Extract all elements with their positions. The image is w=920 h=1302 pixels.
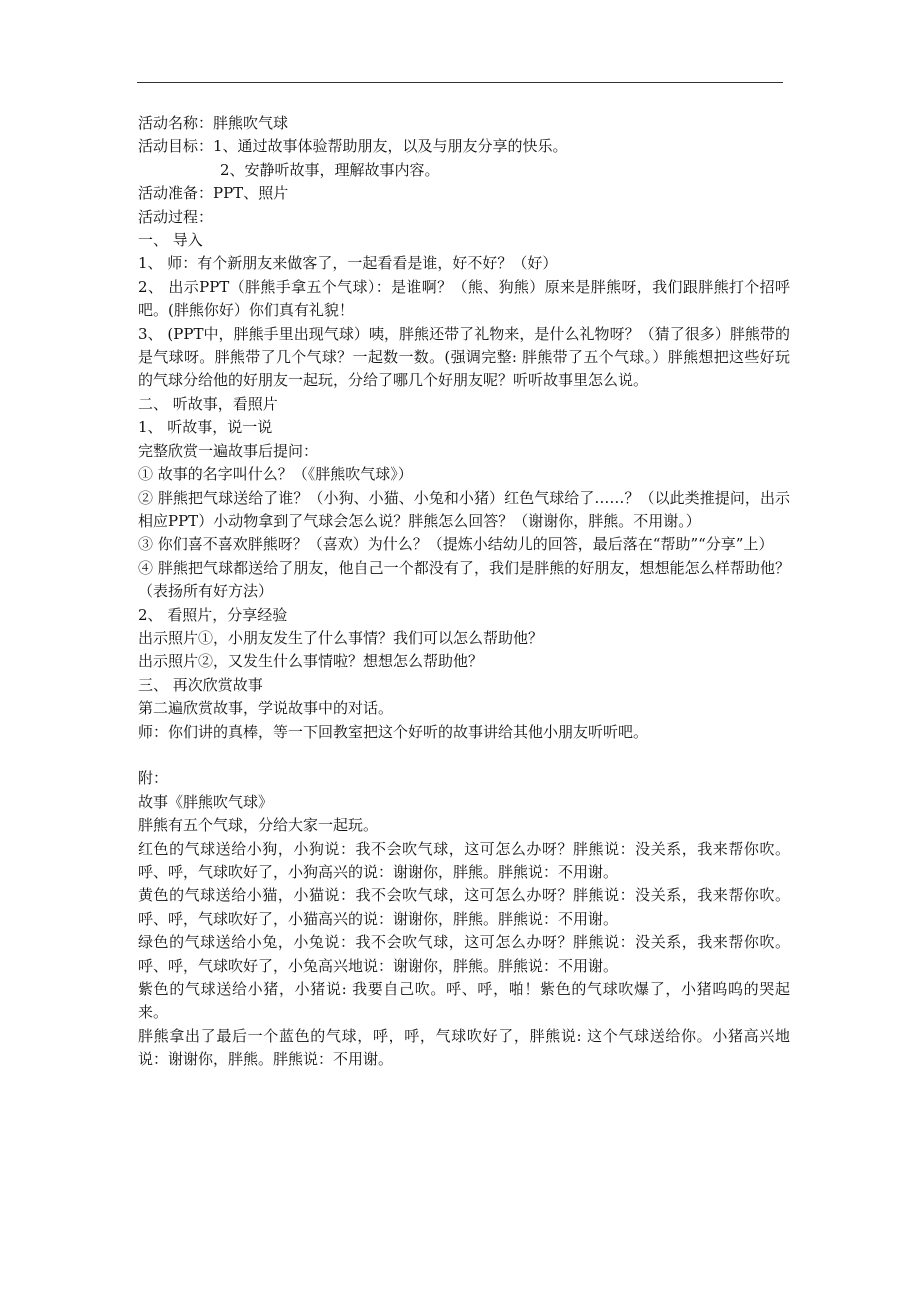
question-3: ③ 你们喜不喜欢胖熊呀？（喜欢）为什么？（提炼小结幼儿的回答，最后落在“帮助”“分享”上） (138, 535, 774, 554)
activity-name: 活动名称：胖熊吹气球 (138, 114, 289, 132)
story-paragraph-6: 胖熊拿出了最后一个蓝色的气球，呼，呼，气球吹好了，胖熊说: 这个气球送给你。小猪高兴地说：谢谢你，胖熊。胖熊说：不用谢。 (138, 1026, 790, 1069)
section-2-sub-2: 2、 看照片，分享经验 (138, 605, 288, 624)
section-1-item-2: 2、 出示PPT（胖熊手拿五个气球）：是谁啊？（熊、狗熊）原来是胖熊呀，我们跟胖熊打个招呼吧。(胖熊你好）你们真有礼貌！ (138, 277, 790, 320)
story-paragraph-4: 绿色的气球送给小兔，小兔说：我不会吹气球，这可怎么办呀？胖熊说：没关系，我来帮你吹。呼、呼，气球吹好了，小兔高兴地说：谢谢你，胖熊。胖熊说：不用谢。 (138, 933, 790, 975)
section-1-heading: 一、 导入 (138, 231, 203, 250)
photo-2-prompt: 出示照片②，又发生什么事情啦？想想怎么帮助他？ (138, 652, 484, 671)
blank-line (138, 744, 790, 767)
story-paragraph-3: 黄色的气球送给小猫，小猫说：我不会吹气球，这可怎么办呀？胖熊说：没关系，我来帮你吹。呼、呼，气球吹好了，小猫高兴的说：谢谢你，胖熊。胖熊说：不用谢。 (138, 886, 790, 928)
activity-process-heading: 活动过程： (138, 207, 214, 226)
question-1: ① 故事的名字叫什么？（《胖熊吹气球》） (138, 465, 413, 484)
section-3-heading: 三、 再次欣赏故事 (138, 675, 263, 694)
section-2-heading: 二、 听故事，看照片 (138, 394, 278, 413)
story-paragraph-2: 红色的气球送给小狗，小狗说：我不会吹气球，这可怎么办呀？胖熊说：没关系，我来帮你吹。呼、呼，气球吹好了，小狗高兴的说：谢谢你，胖熊。胖熊说：不用谢。 (138, 839, 790, 881)
story-paragraph-5: 紫色的气球送给小猪，小猪说: 我要自己吹。呼、呼，啪！紫色的气球吹爆了，小猪呜呜的哭起来。 (138, 980, 790, 1022)
section-1-item-1: 1、 师：有个新朋友来做客了，一起看看是谁，好不好？（好） (138, 254, 558, 273)
question-2: ② 胖熊把气球送给了谁？（小狗、小猫、小兔和小猪）红色气球给了……？（以此类推提问，出示相应PPT）小动物拿到了气球会怎么说？胖熊怎么回答？（谢谢你，胖熊。不用谢。） (138, 488, 790, 530)
activity-preparation: 活动准备：PPT、照片 (138, 184, 289, 203)
activity-goal-1: 活动目标：1、通过故事体验帮助朋友，以及与朋友分享的快乐。 (138, 137, 568, 156)
section-3-line-1: 第二遍欣赏故事，学说故事中的对话。 (138, 699, 394, 718)
appendix-label: 附： (138, 769, 169, 788)
header-rule (137, 82, 783, 83)
document-body (138, 112, 790, 1072)
story-paragraph-1: 胖熊有五个气球，分给大家一起玩。 (138, 816, 379, 835)
photo-1-prompt: 出示照片①，小朋友发生了什么事情？我们可以怎么帮助他？ (138, 628, 544, 647)
section-1-item-3: 3、 (PPT中，胖熊手里出现气球）咦，胖熊还带了礼物来，是什么礼物呀？（猜了很多）胖熊带的是气球呀。胖熊带了几个气球？一起数一数。(强调完整: 胖熊带了五个气球。）胖熊想把这些好玩的气球分给他的好朋友一起玩，分给了哪几个好朋友呢？听听故事里怎么说。 (138, 324, 790, 390)
section-2-sub-1: 1、 听故事，说一说 (138, 418, 273, 437)
section-2-intro: 完整欣赏一遍故事后提问： (138, 441, 319, 460)
section-3-line-2: 师：你们讲的真棒，等一下回教室把这个好听的故事讲给其他小朋友听听吧。 (138, 722, 649, 741)
story-title: 故事《胖熊吹气球》 (138, 792, 274, 811)
activity-goal-2: 2、安静听故事，理解故事内容。 (220, 160, 440, 179)
question-4: ④ 胖熊把气球都送给了朋友，他自己一个都没有了，我们是胖熊的好朋友，想想能怎么样帮助他？（表扬所有好方法） (138, 558, 790, 601)
